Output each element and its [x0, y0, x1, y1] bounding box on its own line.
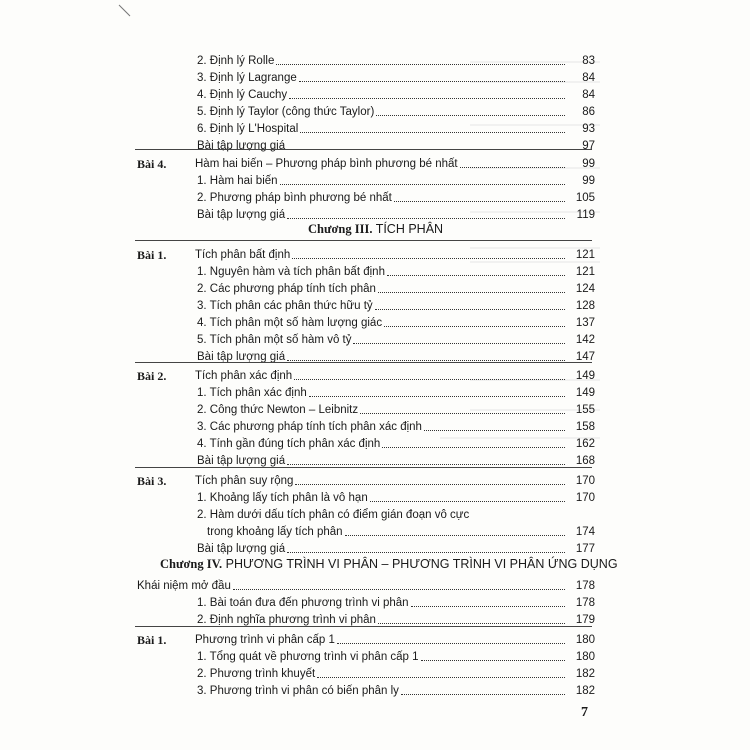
entry-title: Tích phân xác định: [195, 370, 293, 382]
entry-page: 86: [582, 106, 595, 118]
toc-entry-line1[interactable]: [197, 504, 595, 522]
entry-page: 142: [575, 334, 595, 346]
dot-leader: [287, 218, 565, 219]
dot-leader: [387, 275, 565, 276]
dot-leader: [287, 464, 565, 465]
entry-title: 1. Nguyên hàm và tích phân bất định: [197, 266, 385, 278]
entry-title: 1. Khoảng lấy tích phân là vô hạn: [197, 492, 368, 504]
toc-entry[interactable]: [197, 50, 595, 68]
dot-leader: [337, 643, 565, 644]
entry-page: 162: [575, 438, 595, 450]
toc-entry[interactable]: [197, 312, 595, 330]
entry-page: 158: [575, 421, 595, 433]
toc-entry[interactable]: [197, 204, 595, 222]
dot-leader: [276, 64, 565, 65]
dot-leader: [376, 115, 565, 116]
toc-entry[interactable]: [197, 382, 595, 400]
toc-entry[interactable]: [197, 646, 595, 664]
entry-page: 155: [575, 404, 595, 416]
entry-title: 1. Bài toán đưa đến phương trình vi phân: [197, 597, 409, 609]
toc-entry[interactable]: [197, 680, 595, 698]
dot-leader: [421, 660, 565, 661]
entry-title: 2. Các phương pháp tính tích phân: [197, 283, 376, 295]
entry-page: 182: [575, 685, 595, 697]
entry-title: 5. Tích phân một số hàm vô tỷ: [197, 334, 352, 346]
entry-title: Bài tập lượng giá: [197, 543, 286, 555]
toc-entry[interactable]: [197, 433, 595, 451]
dot-leader: [375, 309, 565, 310]
entry-page: 121: [575, 249, 595, 261]
dot-leader: [289, 98, 565, 99]
toc-entry[interactable]: [197, 609, 595, 627]
dot-leader: [287, 360, 565, 361]
entry-page: 170: [575, 492, 595, 504]
dot-leader: [378, 623, 565, 624]
entry-page: 93: [582, 123, 595, 135]
entry-page: 178: [575, 580, 595, 592]
entry-title: 3. Phương trình vi phân có biến phân ly: [197, 685, 399, 697]
entry-page: 119: [576, 209, 595, 221]
toc-section-entry[interactable]: [137, 244, 595, 262]
toc-section-entry[interactable]: [137, 575, 595, 593]
toc-entry-line2[interactable]: [207, 521, 595, 539]
entry-page: 121: [575, 266, 595, 278]
entry-page: 99: [582, 175, 595, 187]
entry-page: 168: [575, 455, 595, 467]
entry-page: 99: [582, 158, 595, 170]
entry-page: 149: [575, 387, 595, 399]
dot-leader: [292, 258, 565, 259]
section-rule: [135, 362, 592, 363]
toc-section-entry[interactable]: [137, 153, 595, 171]
entry-title: trong khoảng lấy tích phân: [207, 526, 343, 538]
dot-leader: [411, 606, 565, 607]
entry-title: 2. Công thức Newton – Leibnitz: [197, 404, 359, 416]
toc-entry[interactable]: [197, 416, 595, 434]
entry-title: Bài tập lượng giá: [197, 351, 286, 363]
chapter-label: Chương IV.: [160, 557, 223, 571]
toc-entry[interactable]: [197, 187, 595, 205]
dot-leader: [424, 430, 565, 431]
entry-page: 180: [575, 651, 595, 663]
entry-page: 149: [575, 370, 595, 382]
dot-leader: [300, 132, 565, 133]
entry-title: 4. Tích phân một số hàm lượng giác: [197, 317, 383, 329]
section-rule: [135, 467, 592, 468]
toc-section-entry[interactable]: [137, 629, 595, 647]
chapter-title: TÍCH PHÂN: [375, 222, 444, 236]
entry-page: 105: [575, 192, 595, 204]
toc-entry[interactable]: [197, 135, 595, 153]
section-label: Bài 1.: [137, 248, 167, 262]
entry-page: 124: [575, 283, 595, 295]
toc-entry[interactable]: [197, 399, 595, 417]
section-label: Bài 3.: [137, 474, 167, 488]
entry-page: 180: [575, 634, 595, 646]
entry-title: 5. Định lý Taylor (công thức Taylor): [197, 106, 375, 118]
toc-entry[interactable]: [197, 170, 595, 188]
dot-leader: [299, 81, 565, 82]
entry-page: 128: [575, 300, 595, 312]
dot-leader: [353, 343, 565, 344]
entry-page: 84: [582, 89, 595, 101]
entry-page: 178: [575, 597, 595, 609]
dot-leader: [317, 677, 565, 678]
entry-title: Tích phân bất định: [195, 249, 291, 261]
entry-title: Hàm hai biến – Phương pháp bình phương bé nhất: [195, 158, 458, 170]
entry-page: 170: [575, 475, 595, 487]
dot-leader: [345, 535, 565, 536]
entry-title: 2. Định nghĩa phương trình vi phân: [197, 614, 376, 626]
entry-title: 2. Hàm dưới dấu tích phân có điểm gián đoạn vô cực: [197, 509, 470, 521]
section-label: Bài 2.: [137, 369, 167, 383]
dot-leader: [384, 326, 565, 327]
dot-leader: [233, 589, 565, 590]
toc-entry[interactable]: [197, 101, 595, 119]
dot-leader: [280, 184, 565, 185]
section-rule: [135, 626, 592, 627]
dot-leader: [460, 167, 565, 168]
page-number: 7: [581, 705, 588, 720]
dot-leader: [295, 484, 565, 485]
entry-title: Khái niệm mở đầu: [137, 580, 231, 592]
toc-entry[interactable]: [197, 84, 595, 102]
toc-entry[interactable]: [197, 487, 595, 505]
entry-title: 6. Định lý L'Hospital: [197, 123, 299, 135]
entry-title: 4. Tính gần đúng tích phân xác định: [197, 438, 381, 450]
section-label: Bài 4.: [137, 157, 167, 171]
chapter-label: Chương III.: [308, 222, 373, 236]
toc-entry[interactable]: [197, 329, 595, 347]
chapter-heading[interactable]: [308, 222, 443, 237]
entry-page: 177: [575, 543, 595, 555]
section-rule: [135, 149, 592, 150]
entry-page: 179: [575, 614, 595, 626]
entry-page: 84: [582, 72, 595, 84]
entry-title: 1. Hàm hai biến: [197, 175, 278, 187]
toc-entry[interactable]: [197, 538, 595, 556]
dot-leader: [294, 379, 565, 380]
entry-title: 4. Định lý Cauchy: [197, 89, 288, 101]
entry-title: Bài tập lượng giá: [197, 209, 286, 221]
scan-corner-mark: [118, 4, 132, 18]
entry-title: Tích phân suy rộng: [195, 475, 294, 487]
chapter-heading[interactable]: [160, 557, 618, 572]
toc-entry[interactable]: [197, 450, 595, 468]
toc-section-entry[interactable]: [137, 365, 595, 383]
dot-leader: [394, 201, 565, 202]
entry-title: 1. Tổng quát về phương trình vi phân cấp 1: [197, 651, 419, 663]
entry-page: 174: [575, 526, 595, 538]
toc-entry[interactable]: [197, 261, 595, 279]
entry-title: 2. Phương pháp bình phương bé nhất: [197, 192, 392, 204]
toc-entry[interactable]: [197, 67, 595, 85]
dot-leader: [309, 396, 565, 397]
entry-page: 147: [575, 351, 595, 363]
toc-entry[interactable]: [197, 592, 595, 610]
toc-entry[interactable]: [197, 118, 595, 136]
entry-title: 2. Phương trình khuyết: [197, 668, 316, 680]
section-rule: [135, 240, 592, 241]
chapter-title: PHƯƠNG TRÌNH VI PHÂN – PHƯƠNG TRÌNH VI PHÂN ỨNG DỤNG: [225, 557, 618, 571]
toc-section-entry[interactable]: [137, 470, 595, 488]
entry-title: 1. Tích phân xác định: [197, 387, 307, 399]
entry-title: 2. Định lý Rolle: [197, 55, 275, 67]
dot-leader: [382, 447, 565, 448]
entry-page: 83: [582, 55, 595, 67]
entry-page: 137: [575, 317, 595, 329]
toc-entry[interactable]: [197, 295, 595, 313]
entry-title: Bài tập lượng giá: [197, 455, 286, 467]
section-label: Bài 1.: [137, 633, 167, 647]
entry-page: 97: [582, 140, 595, 152]
dot-leader: [378, 292, 565, 293]
entry-title: 3. Tích phân các phân thức hữu tỷ: [197, 300, 373, 312]
dot-leader: [401, 694, 565, 695]
dot-leader: [360, 413, 565, 414]
toc-entry[interactable]: [197, 663, 595, 681]
entry-title: 3. Định lý Lagrange: [197, 72, 297, 84]
entry-page: 182: [575, 668, 595, 680]
dot-leader: [370, 501, 565, 502]
entry-title: Bài tập lượng giá: [197, 140, 286, 152]
entry-title: 3. Các phương pháp tính tích phân xác định: [197, 421, 422, 433]
entry-title: Phương trình vi phân cấp 1: [195, 634, 335, 646]
dot-leader: [287, 552, 565, 553]
toc-entry[interactable]: [197, 278, 595, 296]
